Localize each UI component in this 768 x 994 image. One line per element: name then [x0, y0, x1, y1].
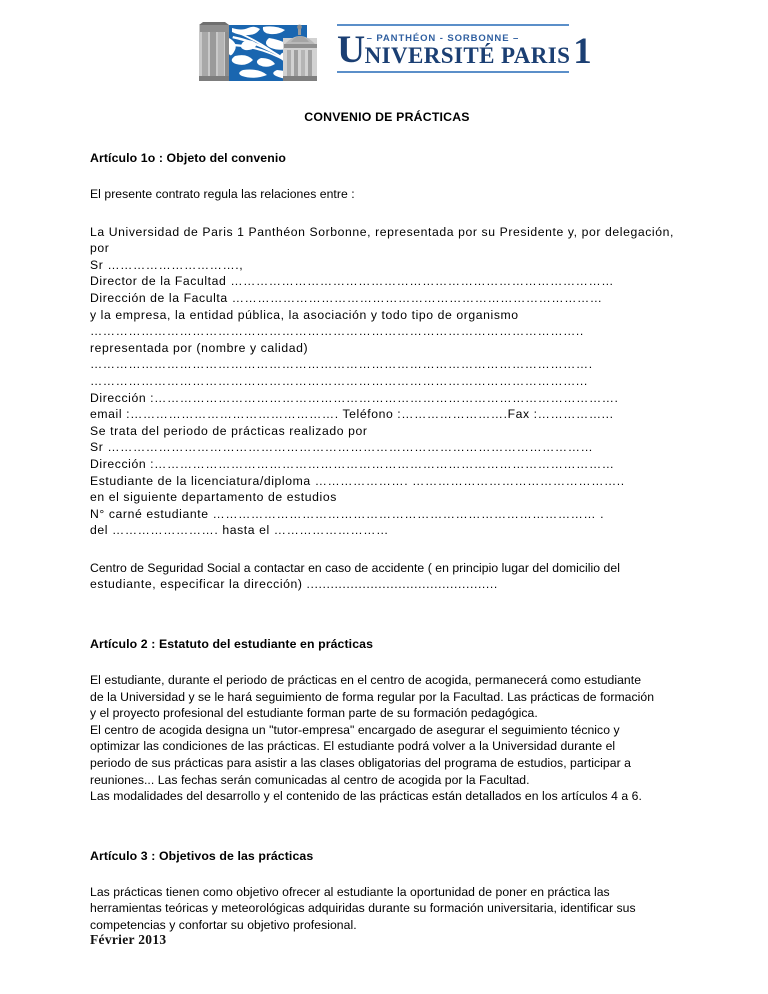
fill-line: email :…………………………………………. Teléfono :…………………….Fax :……………... — [90, 407, 614, 422]
body-line: herramientas teóricas y meteorológicas adquiridas durante su formación universitaria, identificar sus — [90, 901, 636, 916]
fill-line: La Universidad de Paris 1 Panthéon Sorbonne, representada por su Presidente y, por delegación, por — [90, 224, 674, 256]
fill-line: Sr …………………………………………………………………………………………………… — [90, 440, 594, 455]
wordmark-rule-top — [337, 24, 569, 26]
fill-line: Dirección :………………………………………………………………………………………………. — [90, 390, 619, 405]
fill-line: Director de la Facultad ……………………………………………………………………………… — [90, 274, 615, 289]
fill-line: representada por (nombre y calidad) — [90, 340, 309, 355]
footer-date: Février 2013 — [90, 932, 167, 947]
article-1-heading: Artículo 1o : Objeto del convenio — [90, 151, 286, 165]
body-line: Las modalidades del desarrollo y el contenido de las prácticas están detallados en los artículos 4 a 6. — [90, 789, 642, 804]
fill-line: Dirección :……………………………………………………………………………………………… — [90, 456, 615, 471]
body-line: y el proyecto profesional del estudiante forman parte de su formación pedagógica. — [90, 706, 538, 721]
article-3-body — [90, 884, 684, 934]
article-1-intro: El presente contrato regula las relaciones entre : — [90, 187, 355, 201]
university-wordmark — [337, 22, 592, 73]
fill-line: del ……………………. hasta el ……………………… — [90, 523, 389, 538]
body-line: periodo de sus prácticas para asistir a las clases obligatorias del programa de estudios, participar a — [90, 756, 631, 771]
fill-line: y la empresa, la entidad pública, la asociación y todo tipo de organismo — [90, 307, 519, 322]
article-3-heading: Artículo 3 : Objetivos de las prácticas — [90, 848, 314, 863]
body-line: reuniones... Las fechas serán comunicadas al centro de acogida por la Facultad. — [90, 772, 530, 787]
university-logo — [199, 22, 592, 84]
fill-line: Sr …………………………., — [90, 257, 244, 272]
fill-line: en el siguiente departamento de estudios — [90, 490, 337, 505]
wordmark-number: 1 — [573, 31, 592, 72]
wordmark-title: NIVERSITÉ PARIS — [364, 43, 571, 68]
fill-line: ………………………………………………………………………………………………………. — [90, 357, 593, 372]
wordmark-subtitle: – PANTHÉON - SORBONNE – — [366, 33, 520, 44]
article-2-body — [90, 672, 684, 805]
article-2-heading: Artículo 2 : Estatuto del estudiante en prácticas — [90, 637, 374, 652]
fill-line: Estudiante de la licenciatura/diploma …………………. ………………………………………….. — [90, 473, 625, 488]
social-security-line: estudiante, especificar la dirección) ................................................ — [90, 577, 498, 592]
page-title: CONVENIO DE PRÁCTICAS — [304, 110, 470, 124]
fill-line: N° carné estudiante ……………………………………………………………………………… . — [90, 506, 605, 521]
fill-line: ……………………………………………………………………………………………………... — [90, 373, 588, 388]
pantheon-sorbonne-emblem-icon — [199, 22, 317, 84]
body-line: El centro de acogida designa un "tutor-empresa" encargado de asegurar el seguimiento técnico y — [90, 722, 620, 737]
article-1-fill-lines — [90, 224, 684, 539]
fill-line: Se trata del periodo de prácticas realizado por — [90, 423, 368, 438]
body-line: Las prácticas tienen como objetivo ofrecer al estudiante la oportunidad de poner en práctica las — [90, 884, 610, 899]
document-body — [0, 110, 768, 934]
wordmark-initial: U — [337, 28, 365, 71]
fill-line: …………………………………………………………………………………………………….. — [90, 324, 584, 339]
fill-line: Dirección de la Faculta …………………………………………………………………………… — [90, 290, 603, 305]
body-line: competencias y confortar su objetivo profesional. — [90, 918, 357, 932]
body-line: de la Universidad y se le hará seguimiento de forma regular por la Facultad. Las prácticas de formación — [90, 689, 655, 704]
body-line: El estudiante, durante el periodo de prácticas en el centro de acogida, permanecerá como estudiante — [90, 673, 642, 688]
wordmark-rule-bottom — [337, 71, 569, 73]
social-security-line: Centro de Seguridad Social a contactar en caso de accidente ( en principio lugar del domicilio del — [90, 560, 620, 575]
document-header — [0, 0, 768, 84]
body-line: optimizar las condiciones de las prácticas. El estudiante podrá volver a la Universidad durante el — [90, 739, 616, 754]
